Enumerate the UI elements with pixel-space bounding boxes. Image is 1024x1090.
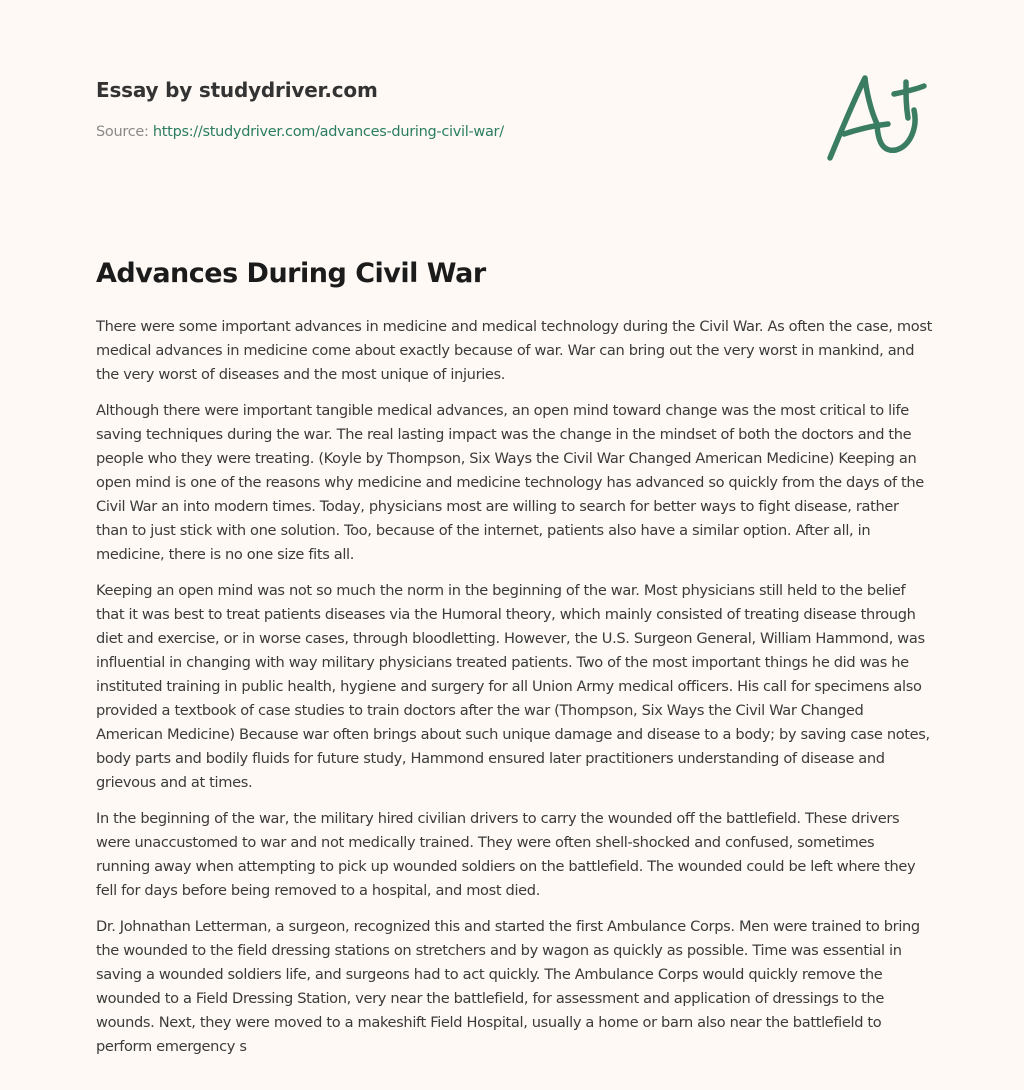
essay-paragraph: In the beginning of the war, the military hired civilian drivers to carry the wounded off the battlefield. These drivers were unaccustomed to war and not medically trained. They were often shell-shocked and confused, sometimes running away when attempting to pick up wounded soldiers on the battlefield. The wounded could be left where they fell for days before being removed to a hospital, and most died. (96, 810, 916, 899)
source-link[interactable]: https://studydriver.com/advances-during-civil-war/ (152, 124, 504, 140)
source-line (96, 122, 936, 142)
essay-paragraph: Dr. Johnathan Letterman, a surgeon, recognized this and started the first Ambulance Corps. Men were trained to bring the wounded to the field dressing stations on stretchers and by wagon as quickly as possible. Time was essential in saving a wounded soldiers life, and surgeons had to act quickly. The Ambulance Corps would quickly remove the wounded to a Field Dressing Station, very near the battlefield, for assessment and application of dressings to the wounds. Next, they were moved to a makeshift Field Hospital, usually a home or barn also near the battlefield to perform emergency s (96, 918, 920, 1055)
a-plus-grade-icon (820, 66, 932, 166)
brand-title: Essay by studydriver.com (96, 78, 378, 102)
essay-paragraph: There were some important advances in medicine and medical technology during the Civil War. As often the case, most medical advances in medicine come about exactly because of war. War can bring out the very worst in mankind, and the very worst of diseases and the most unique of injuries. (96, 318, 932, 383)
essay-title: Advances During Civil War (96, 258, 486, 289)
essay-paragraph: Although there were important tangible medical advances, an open mind toward change was the most critical to life saving techniques during the war. The real lasting impact was the change in the mindset of both the doctors and the people who they were treating. (Koyle by Thompson, Six Ways the Civil War Changed American Medicine) Keeping an open mind is one of the reasons why medicine and medicine technology has advanced so quickly from the days of the Civil War an into modern times. Today, physicians most are willing to search for better ways to fight disease, rather than to just stick with one solution. Too, because of the internet, patients also have a similar option. After all, in medicine, there is no one size fits all. (96, 402, 924, 563)
page-header (96, 76, 936, 142)
source-label: Source: (96, 124, 153, 140)
essay-paragraph: Keeping an open mind was not so much the norm in the beginning of the war. Most physicians still held to the belief that it was best to treat patients diseases via the Humoral theory, which mainly consisted of treating disease through diet and exercise, or in worse cases, through bloodletting. However, the U.S. Surgeon General, William Hammond, was influential in changing with way military physicians treated patients. Two of the most important things he did was he instituted training in public health, hygiene and surgery for all Union Army medical officers. His call for specimens also provided a textbook of case studies to train doctors after the war (Thompson, Six Ways the Civil War Changed American Medicine) Because war often brings about such unique damage and disease to a body; by saving case notes, body parts and bodily fluids for future study, Hammond ensured later practitioners understanding of disease and grievous and at times. (96, 582, 930, 791)
essay-body (96, 315, 932, 1071)
